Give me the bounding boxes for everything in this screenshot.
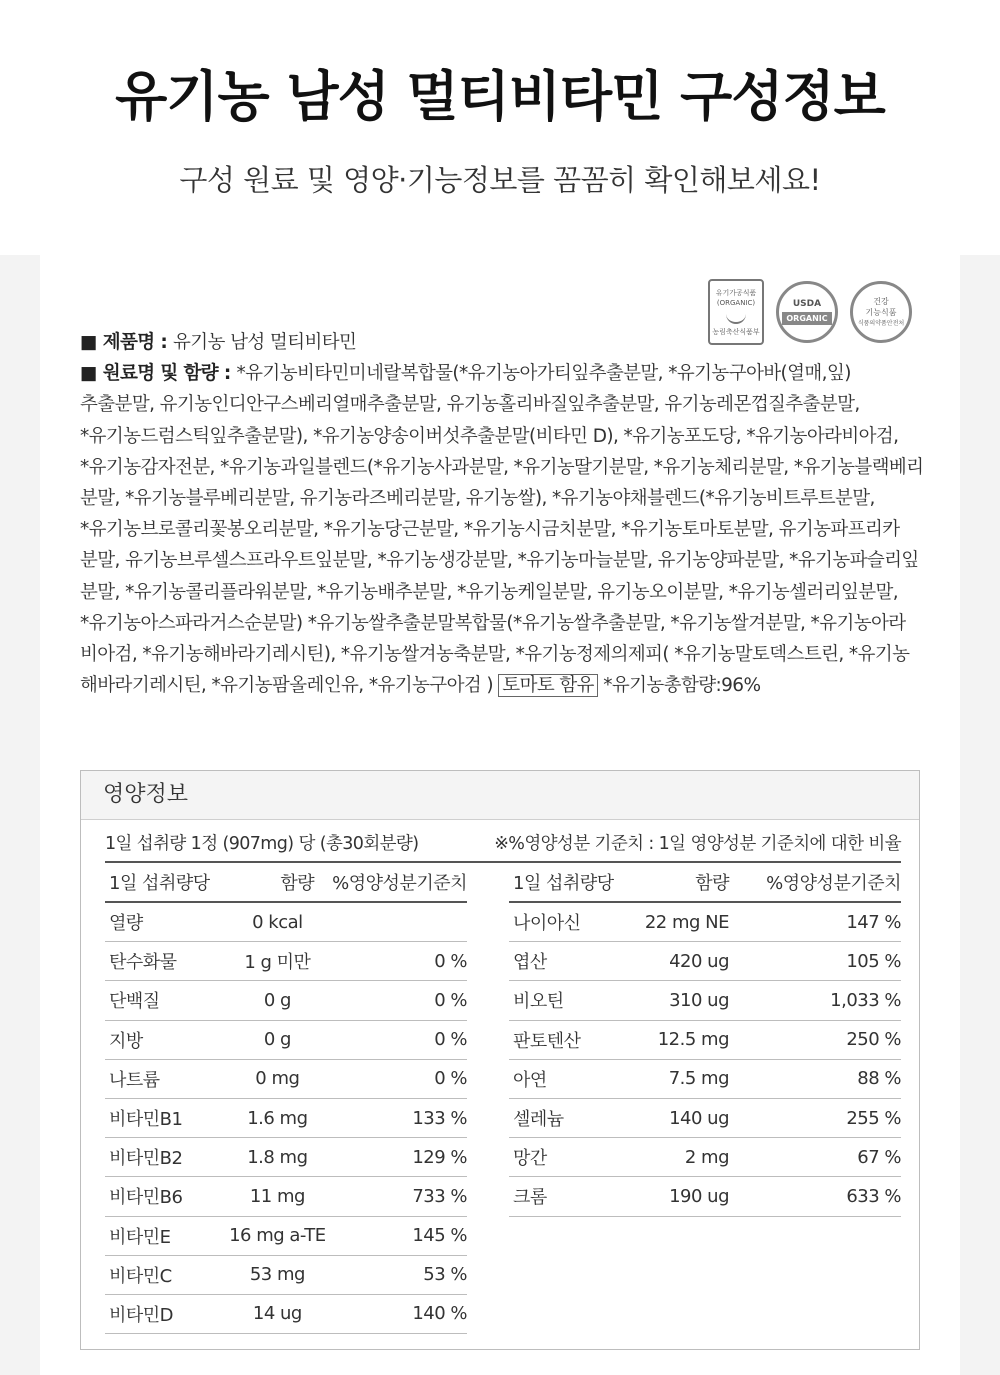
page-title: 유기농 남성 멀티비타민 구성정보: [115, 65, 885, 128]
table-row: [509, 981, 901, 1020]
nutrient-name: 망간: [509, 1138, 629, 1177]
nutrient-amount: 420 ug: [629, 942, 729, 981]
table-row: [509, 1098, 901, 1137]
nutrient-name: 비타민C: [105, 1255, 223, 1294]
ingredients-line: 추출분말, 유기농인디안구스베리열매추출분말, 유기농홀리바질잎추출분말, 유기농레몬껍질추출분말,: [80, 394, 860, 416]
serving-size: 1일 섭취량 1정 (907mg) 당 (총30회분량): [105, 834, 419, 854]
header-name: 1일 섭취량당: [509, 863, 629, 902]
table-header-row: [509, 863, 901, 902]
badge-text: 기능식품: [865, 307, 897, 317]
nutrient-percent: 733 %: [332, 1177, 467, 1216]
info-card: [40, 255, 960, 1375]
nutrient-amount: 2 mg: [629, 1138, 729, 1177]
ingredients-line: *유기농드럼스틱잎추출분말), *유기농양송이버섯추출분말(비타민 D), *유기농포도당, *유기농아라비아검,: [80, 425, 899, 447]
nutrient-name: 나이아신: [509, 902, 629, 942]
nutrient-percent: 250 %: [729, 1020, 901, 1059]
nutrient-name: 단백질: [105, 981, 223, 1020]
nutrient-name: 아연: [509, 1059, 629, 1098]
nutrient-percent: 633 %: [729, 1177, 901, 1216]
table-header-row: [105, 863, 467, 902]
table-row: [509, 902, 901, 942]
badge-text: (ORGANIC): [716, 298, 756, 307]
table-row: [105, 1255, 467, 1294]
nutrient-name: 비타민E: [105, 1216, 223, 1255]
nutrient-amount: 0 mg: [223, 1059, 333, 1098]
ingredients-line: 분말, *유기농콜리플라워분말, *유기농배추분말, *유기농케일분말, 유기농오이분말, *유기농셀러리잎분말,: [80, 581, 899, 603]
nutrition-facts-table: [80, 770, 920, 1350]
nutrient-name: 크롬: [509, 1177, 629, 1216]
nutrient-amount: 14 ug: [223, 1294, 333, 1333]
nutrition-serving-row: [105, 827, 901, 863]
nutrient-amount: 7.5 mg: [629, 1059, 729, 1098]
nutrient-percent: 1,033 %: [729, 981, 901, 1020]
header-area: [0, 0, 1000, 255]
nutrient-amount: 11 mg: [223, 1177, 333, 1216]
nutrient-amount: 1.6 mg: [223, 1098, 333, 1137]
nutrient-name: 비타민B6: [105, 1177, 223, 1216]
nutrient-amount: 0 kcal: [223, 902, 333, 942]
table-row: [105, 1020, 467, 1059]
nutrient-name: 엽산: [509, 942, 629, 981]
nutrient-amount: 53 mg: [223, 1255, 333, 1294]
nutrient-name: 탄수화물: [105, 942, 223, 981]
nutrient-name: 비타민B1: [105, 1098, 223, 1137]
ingredients-line: *유기농감자전분, *유기농과일블렌드(*유기농사과분말, *유기농딸기분말, *유기농체리분말, *유기농블랙베리: [80, 456, 924, 478]
nutrient-percent: [332, 902, 467, 942]
ingredients-line: *유기농아스파라거스순분말) *유기농쌀추출분말복합물(*유기농쌀추출분말, *유기농쌀겨분말, *유기농아라: [80, 612, 906, 634]
table-row: [509, 1059, 901, 1098]
table-row: [105, 942, 467, 981]
nutrient-percent: 105 %: [729, 942, 901, 981]
table-row: [105, 1138, 467, 1177]
nutrient-percent: 67 %: [729, 1138, 901, 1177]
header-amount: 함량: [223, 863, 333, 902]
ingredients-line: 비아검, *유기농해바라기레시틴), *유기농쌀겨농축분말, *유기농정제의제피( *유기농말토덱스트린, *유기농: [80, 644, 910, 666]
nutrient-percent: 0 %: [332, 981, 467, 1020]
nutrient-percent: 88 %: [729, 1059, 901, 1098]
nutrient-amount: 0 g: [223, 981, 333, 1020]
nutrient-name: 나트륨: [105, 1059, 223, 1098]
badge-text: 식품의약품안전처: [857, 319, 905, 327]
table-row: [105, 1059, 467, 1098]
ingredients-line: *유기농브로콜리꽃봉오리분말, *유기농당근분말, *유기농시금치분말, *유기농토마토분말, 유기농파프리카: [80, 519, 900, 541]
nutrient-percent: 255 %: [729, 1098, 901, 1137]
nutrient-name: 비타민B2: [105, 1138, 223, 1177]
nutrient-amount: 1 g 미만: [223, 942, 333, 981]
table-row: [105, 981, 467, 1020]
allergen-notice: 토마토 함유: [498, 674, 598, 697]
nutrient-name: 비타민D: [105, 1294, 223, 1333]
table-row: [105, 1098, 467, 1137]
nutrition-table-left: [105, 863, 467, 1334]
table-row: [105, 1216, 467, 1255]
nutrient-name: 비오틴: [509, 981, 629, 1020]
nutrient-percent: 140 %: [332, 1294, 467, 1333]
table-row: [509, 942, 901, 981]
nutrient-percent: 145 %: [332, 1216, 467, 1255]
header-name: 1일 섭취량당: [105, 863, 223, 902]
product-name-label: ■ 제품명 :: [80, 332, 174, 353]
table-row: [105, 902, 467, 942]
ingredients-line: 분말, *유기농블루베리분말, 유기농라즈베리분말, 유기농쌀), *유기농야채블렌드(*유기농비트루트분말,: [80, 488, 875, 510]
nutrition-table-right: [509, 863, 901, 1217]
ingredients-line: 해바라기레시틴, *유기농팜올레인유, *유기농구아검 ): [80, 675, 499, 697]
nutrient-percent: 147 %: [729, 902, 901, 942]
nutrient-amount: 140 ug: [629, 1098, 729, 1137]
product-info: [80, 327, 930, 701]
page-subtitle: 구성 원료 및 영양·기능정보를 꼼꼼히 확인해보세요!: [179, 163, 821, 197]
header-percent: %영양성분기준치: [729, 863, 901, 902]
leaf-icon: [726, 308, 746, 324]
nutrient-percent: 0 %: [332, 1020, 467, 1059]
organic-total: *유기농총함량:96%: [597, 675, 761, 697]
nutrient-percent: 133 %: [332, 1098, 467, 1137]
table-row: [509, 1177, 901, 1216]
product-name-value: 유기농 남성 멀티비타민: [173, 332, 357, 353]
nutrient-name: 판토텐산: [509, 1020, 629, 1059]
nutrient-amount: 12.5 mg: [629, 1020, 729, 1059]
ingredients-label: ■ 원료명 및 함량 :: [80, 363, 237, 385]
reference-note: ※%영양성분 기준치 : 1일 영양성분 기준치에 대한 비율: [494, 834, 901, 854]
nutrient-percent: 53 %: [332, 1255, 467, 1294]
badge-text: 유기가공식품: [715, 288, 757, 297]
nutrient-name: 지방: [105, 1020, 223, 1059]
nutrient-percent: 0 %: [332, 1059, 467, 1098]
nutrient-amount: 0 g: [223, 1020, 333, 1059]
ingredients-line: *유기농비타민미네랄복합물(*유기농아가티잎추출분말, *유기농구아바(열매,잎): [236, 363, 851, 385]
ingredients-line: 분말, 유기농브루셀스프라우트잎분말, *유기농생강분말, *유기농마늘분말, 유기농양파분말, *유기농파슬리잎: [80, 550, 919, 572]
nutrient-amount: 190 ug: [629, 1177, 729, 1216]
header-amount: 함량: [629, 863, 729, 902]
nutrient-name: 셀레늄: [509, 1098, 629, 1137]
nutrient-amount: 1.8 mg: [223, 1138, 333, 1177]
nutrient-amount: 310 ug: [629, 981, 729, 1020]
nutrient-percent: 129 %: [332, 1138, 467, 1177]
table-row: [105, 1294, 467, 1333]
ingredients-block: [80, 358, 930, 701]
nutrient-amount: 16 mg a-TE: [223, 1216, 333, 1255]
nutrient-percent: 0 %: [332, 942, 467, 981]
badge-text: 건강: [873, 296, 889, 306]
badge-text: USDA: [792, 299, 822, 309]
header-percent: %영양성분기준치: [332, 863, 467, 902]
table-row: [105, 1177, 467, 1216]
table-row: [509, 1138, 901, 1177]
nutrient-name: 열량: [105, 902, 223, 942]
badge-text: ORGANIC: [782, 312, 831, 325]
table-row: [509, 1020, 901, 1059]
nutrition-title: 영양정보: [81, 771, 919, 820]
nutrient-amount: 22 mg NE: [629, 902, 729, 942]
product-name-line: [80, 327, 930, 358]
badge-text: 농림축산식품부: [712, 327, 760, 336]
